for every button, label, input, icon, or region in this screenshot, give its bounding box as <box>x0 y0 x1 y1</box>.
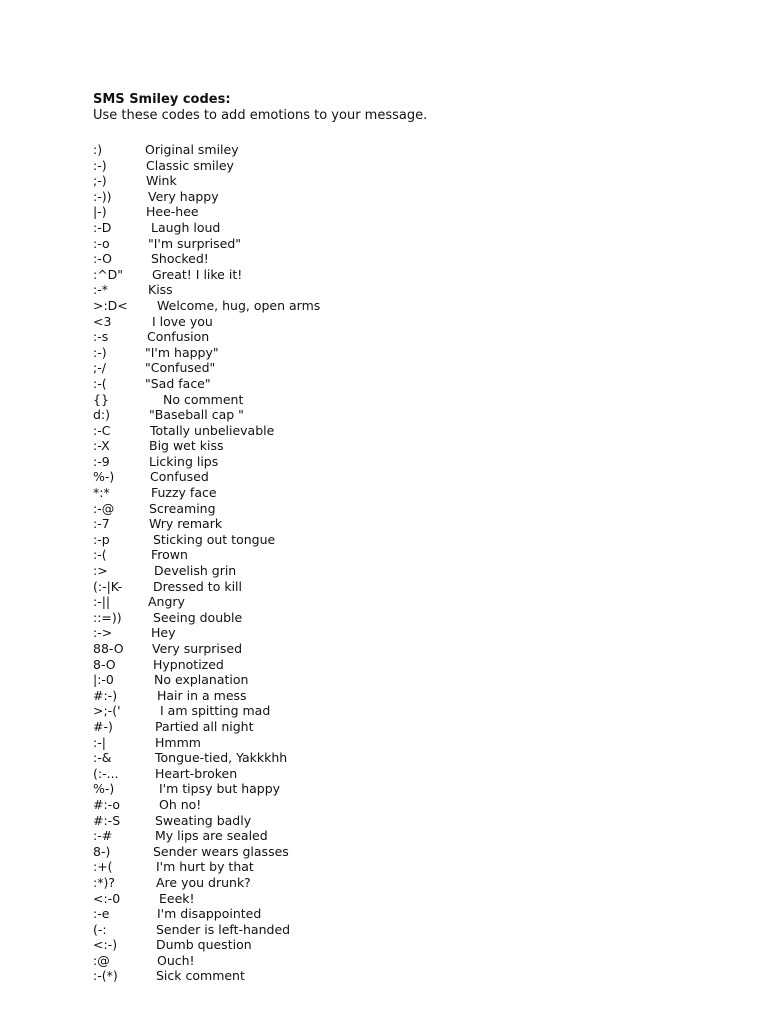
smiley-code: |-) <box>93 204 107 220</box>
smiley-code: :-) <box>93 344 107 360</box>
list-item <box>93 735 693 751</box>
smiley-meaning: Sticking out tongue <box>153 531 276 547</box>
smiley-meaning: "I'm happy" <box>145 344 219 360</box>
list-item <box>93 937 693 953</box>
smiley-code: :+( <box>93 859 113 875</box>
list-item <box>93 579 693 595</box>
smiley-code: %-) <box>93 781 115 797</box>
smiley-meaning: "Sad face" <box>145 375 211 391</box>
smiley-meaning: Hey <box>151 625 176 641</box>
smiley-code: :-C <box>93 422 111 438</box>
list-item <box>93 142 693 158</box>
smiley-code: :-> <box>93 625 113 641</box>
list-item <box>93 314 693 330</box>
page-title: SMS Smiley codes: <box>93 92 231 107</box>
smiley-code: :-) <box>93 157 107 173</box>
list-item <box>93 360 693 376</box>
smiley-meaning: Wink <box>146 173 177 189</box>
list-item <box>93 469 693 485</box>
list-item <box>93 267 693 283</box>
smiley-code: :) <box>93 142 103 157</box>
list-item <box>93 828 693 844</box>
smiley-meaning: I'm disappointed <box>157 906 262 922</box>
smiley-meaning: Very surprised <box>152 641 243 656</box>
smiley-code: :-9 <box>93 453 110 469</box>
list-item <box>93 329 693 345</box>
list-item <box>93 797 693 813</box>
smiley-code: <3 <box>93 313 112 329</box>
list-item <box>93 376 693 392</box>
smiley-code: :-D <box>93 219 112 235</box>
list-item <box>93 719 693 735</box>
list-item <box>93 906 693 922</box>
smiley-meaning: Confusion <box>147 329 210 345</box>
list-item <box>93 251 693 267</box>
list-item <box>93 392 693 408</box>
smiley-meaning: Angry <box>148 594 185 610</box>
smiley-meaning: Tongue-tied, Yakkkhh <box>155 750 288 766</box>
list-item <box>93 563 693 579</box>
smiley-meaning: Kiss <box>148 282 173 298</box>
list-item <box>93 220 693 236</box>
smiley-code: (:-|K- <box>93 578 123 594</box>
smiley-code: d:) <box>93 407 111 423</box>
smiley-code: 8-O <box>93 656 116 672</box>
smiley-meaning: No comment <box>163 391 244 407</box>
list-item <box>93 672 693 688</box>
list-item <box>93 594 693 610</box>
smiley-code: :-|| <box>93 594 111 610</box>
smiley-meaning: Sweating badly <box>155 812 252 828</box>
list-item <box>93 625 693 641</box>
smiley-code: :^D" <box>93 266 124 282</box>
list-item <box>93 189 693 205</box>
smiley-code: ::=)) <box>93 609 122 625</box>
smiley-meaning: Dumb question <box>156 937 252 953</box>
smiley-code: :-O <box>93 251 112 267</box>
smiley-meaning: Ouch! <box>157 952 195 968</box>
smiley-meaning: Screaming <box>149 500 216 516</box>
list-item <box>93 454 693 470</box>
smiley-code: :-(*) <box>93 968 118 984</box>
list-item <box>93 875 693 891</box>
smiley-meaning: Seeing double <box>153 609 243 625</box>
smiley-meaning: Hair in a mess <box>157 687 247 703</box>
smiley-meaning: Oh no! <box>159 796 202 812</box>
smiley-meaning: "I'm surprised" <box>148 235 242 251</box>
smiley-code: :-@ <box>93 500 115 516</box>
smiley-meaning: Hee-hee <box>146 204 199 220</box>
smiley-meaning: Fuzzy face <box>151 485 217 501</box>
smiley-meaning: Partied all night <box>155 718 254 734</box>
smiley-meaning: My lips are sealed <box>155 828 268 844</box>
list-item <box>93 485 693 501</box>
smiley-code: :*)? <box>93 874 115 890</box>
smiley-code: 88-O <box>93 641 124 656</box>
smiley-meaning: Very happy <box>148 188 219 204</box>
list-item <box>93 766 693 782</box>
smiley-meaning: Classic smiley <box>146 157 234 173</box>
list-item <box>93 968 693 984</box>
list-item <box>93 532 693 548</box>
smiley-code: #:-S <box>93 812 121 828</box>
smiley-meaning: Licking lips <box>149 453 219 469</box>
smiley-meaning: Confused <box>150 469 209 485</box>
smiley-code: #-) <box>93 718 113 734</box>
smiley-code: :-* <box>93 282 108 298</box>
smiley-code: (-: <box>93 921 107 937</box>
list-item <box>93 407 693 423</box>
smiley-meaning: I am spitting mad <box>160 703 271 719</box>
smiley-code: :-X <box>93 438 110 454</box>
list-item <box>93 282 693 298</box>
list-item <box>93 158 693 174</box>
smiley-meaning: Shocked! <box>151 251 209 267</box>
smiley-code: :-p <box>93 531 110 547</box>
smiley-meaning: Heart-broken <box>155 765 238 781</box>
smiley-code: :-| <box>93 734 106 750</box>
smiley-code: #:-) <box>93 687 118 703</box>
list-item <box>93 438 693 454</box>
list-item <box>93 204 693 220</box>
smiley-code: :-( <box>93 547 107 563</box>
smiley-meaning: I'm tipsy but happy <box>159 781 281 797</box>
list-item <box>93 423 693 439</box>
list-item <box>93 844 693 860</box>
smiley-meaning: I'm hurt by that <box>156 859 254 875</box>
smiley-meaning: Big wet kiss <box>149 438 224 454</box>
smiley-code: %-) <box>93 469 115 485</box>
smiley-meaning: Laugh loud <box>151 219 221 235</box>
smiley-code: ;-) <box>93 173 107 189</box>
smiley-meaning: Totally unbelievable <box>150 422 275 438</box>
smiley-meaning: Great! I like it! <box>152 266 243 282</box>
smiley-code: :@ <box>93 952 110 968</box>
smiley-code: (:-... <box>93 765 119 781</box>
smiley-code: :-e <box>93 906 110 922</box>
list-item <box>93 781 693 797</box>
smiley-code: :-)) <box>93 188 112 204</box>
smiley-meaning: Frown <box>151 547 188 563</box>
smiley-meaning: Are you drunk? <box>156 874 251 890</box>
smiley-code: :-o <box>93 235 110 251</box>
list-item <box>93 750 693 766</box>
smiley-code: >;-(' <box>93 703 121 719</box>
smiley-meaning: Sick comment <box>156 968 245 984</box>
smiley-meaning: Sender wears glasses <box>153 843 289 859</box>
list-item <box>93 953 693 969</box>
smiley-meaning: Wry remark <box>149 516 223 532</box>
smiley-meaning: Dressed to kill <box>153 578 242 594</box>
smiley-code: 8-) <box>93 843 111 859</box>
smiley-meaning: Hmmm <box>155 734 201 750</box>
list-item <box>93 501 693 517</box>
list-item <box>93 173 693 189</box>
smiley-code: <:-) <box>93 937 118 953</box>
smiley-meaning: No explanation <box>154 672 249 688</box>
list-item <box>93 641 693 657</box>
list-item <box>93 688 693 704</box>
smiley-code: :-# <box>93 828 113 844</box>
smiley-code: {} <box>93 391 109 407</box>
list-item <box>93 345 693 361</box>
smiley-meaning: Eeek! <box>159 890 195 906</box>
smiley-code: :-( <box>93 375 107 391</box>
list-item <box>93 547 693 563</box>
list-item <box>93 610 693 626</box>
smiley-code: :-& <box>93 750 112 766</box>
list-item <box>93 891 693 907</box>
smiley-meaning: Welcome, hug, open arms <box>157 297 321 313</box>
smiley-code: >:D< <box>93 297 128 313</box>
list-item <box>93 236 693 252</box>
smiley-meaning: "Confused" <box>145 360 216 376</box>
smiley-code: <:-0 <box>93 890 121 906</box>
smiley-meaning: I love you <box>152 313 213 329</box>
smiley-code: ;-/ <box>93 360 106 376</box>
smiley-code: #:-o <box>93 796 121 812</box>
intro-text: Use these codes to add emotions to your message. <box>93 108 428 123</box>
list-item <box>93 657 693 673</box>
smiley-code: *:* <box>93 485 110 501</box>
list-item <box>93 922 693 938</box>
smiley-meaning: Original smiley <box>145 142 239 157</box>
list-item <box>93 298 693 314</box>
smiley-code-list <box>93 142 693 984</box>
smiley-code: :> <box>93 563 108 579</box>
smiley-meaning: "Baseball cap " <box>149 407 244 423</box>
smiley-code: :-s <box>93 329 109 345</box>
list-item <box>93 516 693 532</box>
smiley-meaning: Hypnotized <box>153 656 224 672</box>
list-item <box>93 703 693 719</box>
list-item <box>93 859 693 875</box>
smiley-code: :-7 <box>93 516 110 532</box>
smiley-meaning: Develish grin <box>154 563 237 579</box>
smiley-code: |:-0 <box>93 672 114 688</box>
smiley-meaning: Sender is left-handed <box>156 921 291 937</box>
list-item <box>93 813 693 829</box>
